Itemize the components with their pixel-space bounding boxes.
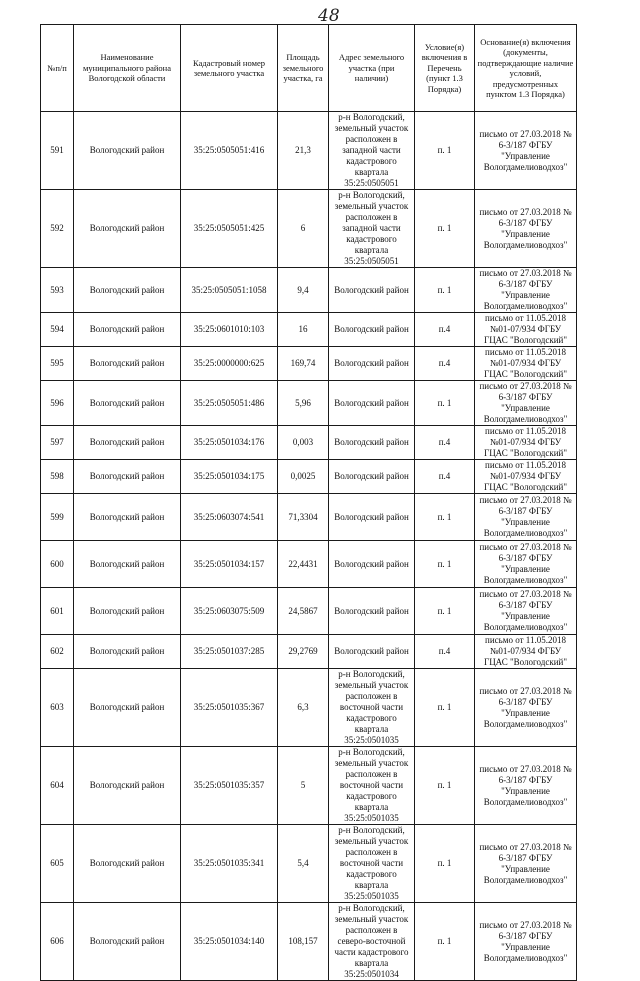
district-name: Вологодский район: [74, 747, 181, 825]
area-value: 6,3: [278, 669, 329, 747]
inclusion-basis: письмо от 27.03.2018 № 6-3/187 ФГБУ "Управление Вологдамелиоводхоз": [475, 903, 577, 981]
plot-address: Вологодский район: [329, 313, 415, 347]
inclusion-basis: письмо от 11.05.2018 №01-07/934 ФГБУ ГЦАС "Вологодский": [475, 460, 577, 494]
table-row: [41, 190, 577, 268]
area-value: 22,4431: [278, 541, 329, 588]
inclusion-condition: п.4: [415, 347, 475, 381]
plot-address: Вологодский район: [329, 347, 415, 381]
area-value: 29,2769: [278, 635, 329, 669]
cadastral-number: 35:25:0505051:486: [181, 381, 278, 426]
plot-address: Вологодский район: [329, 426, 415, 460]
row-number: 602: [41, 635, 74, 669]
row-number: 593: [41, 268, 74, 313]
table-row: [41, 825, 577, 903]
row-number: 599: [41, 494, 74, 541]
district-name: Вологодский район: [74, 190, 181, 268]
inclusion-condition: п. 1: [415, 190, 475, 268]
cadastral-number: 35:25:0501035:341: [181, 825, 278, 903]
area-value: 5,4: [278, 825, 329, 903]
cadastral-number: 35:25:0501034:157: [181, 541, 278, 588]
district-name: Вологодский район: [74, 903, 181, 981]
plot-address: р-н Вологодский, земельный участок расположен в северо-восточной части кадастрового квартала 35:25:0501034: [329, 903, 415, 981]
inclusion-basis: письмо от 11.05.2018 №01-07/934 ФГБУ ГЦАС "Вологодский": [475, 635, 577, 669]
header-cell: Условие(я) включения в Перечень (пункт 1.3 Порядка): [415, 25, 475, 112]
inclusion-basis: письмо от 27.03.2018 № 6-3/187 ФГБУ "Управление Вологдамелиоводхоз": [475, 747, 577, 825]
cadastral-number: 35:25:0501034:175: [181, 460, 278, 494]
inclusion-basis: письмо от 27.03.2018 № 6-3/187 ФГБУ "Управление Вологдамелиоводхоз": [475, 268, 577, 313]
header-cell: Основание(я) включения (документы, подтверждающие наличие условий, предусмотренных пунктом 1.3 Порядка): [475, 25, 577, 112]
inclusion-condition: п.4: [415, 313, 475, 347]
header-cell: Наименование муниципального района Вологодской области: [74, 25, 181, 112]
inclusion-condition: п. 1: [415, 747, 475, 825]
plot-address: р-н Вологодский, земельный участок расположен в восточной части кадастрового квартала 35:25:0501035: [329, 825, 415, 903]
plot-address: р-н Вологодский, земельный участок расположен в западной части кадастрового квартала 35:25:0505051: [329, 190, 415, 268]
area-value: 71,3304: [278, 494, 329, 541]
area-value: 16: [278, 313, 329, 347]
table-row: [41, 426, 577, 460]
row-number: 592: [41, 190, 74, 268]
row-number: 594: [41, 313, 74, 347]
inclusion-condition: п.4: [415, 460, 475, 494]
row-number: 598: [41, 460, 74, 494]
inclusion-condition: п. 1: [415, 494, 475, 541]
row-number: 596: [41, 381, 74, 426]
header-row: [41, 25, 577, 112]
row-number: 591: [41, 112, 74, 190]
plot-address: р-н Вологодский, земельный участок расположен в восточной части кадастрового квартала 35:25:0501035: [329, 669, 415, 747]
area-value: 21,3: [278, 112, 329, 190]
cadastral-number: 35:25:0603074:541: [181, 494, 278, 541]
inclusion-condition: п. 1: [415, 825, 475, 903]
table-row: [41, 669, 577, 747]
area-value: 6: [278, 190, 329, 268]
plot-address: р-н Вологодский, земельный участок расположен в восточной части кадастрового квартала 35:25:0501035: [329, 747, 415, 825]
cadastral-number: 35:25:0000000:625: [181, 347, 278, 381]
inclusion-basis: письмо от 27.03.2018 № 6-3/187 ФГБУ "Управление Вологдамелиоводхоз": [475, 669, 577, 747]
cadastral-number: 35:25:0501035:357: [181, 747, 278, 825]
inclusion-basis: письмо от 11.05.2018 №01-07/934 ФГБУ ГЦАС "Вологодский": [475, 426, 577, 460]
inclusion-condition: п.4: [415, 426, 475, 460]
district-name: Вологодский район: [74, 426, 181, 460]
inclusion-condition: п. 1: [415, 112, 475, 190]
inclusion-basis: письмо от 11.05.2018 №01-07/934 ФГБУ ГЦАС "Вологодский": [475, 313, 577, 347]
district-name: Вологодский район: [74, 825, 181, 903]
district-name: Вологодский район: [74, 669, 181, 747]
inclusion-condition: п. 1: [415, 381, 475, 426]
district-name: Вологодский район: [74, 460, 181, 494]
inclusion-condition: п. 1: [415, 588, 475, 635]
table-row: [41, 347, 577, 381]
cadastral-number: 35:25:0505051:1058: [181, 268, 278, 313]
table-row: [41, 588, 577, 635]
district-name: Вологодский район: [74, 588, 181, 635]
district-name: Вологодский район: [74, 268, 181, 313]
area-value: 24,5867: [278, 588, 329, 635]
area-value: 108,157: [278, 903, 329, 981]
plot-address: Вологодский район: [329, 268, 415, 313]
row-number: 595: [41, 347, 74, 381]
area-value: 5: [278, 747, 329, 825]
table-row: [41, 268, 577, 313]
row-number: 604: [41, 747, 74, 825]
row-number: 605: [41, 825, 74, 903]
table-row: [41, 313, 577, 347]
district-name: Вологодский район: [74, 381, 181, 426]
row-number: 601: [41, 588, 74, 635]
inclusion-condition: п. 1: [415, 669, 475, 747]
inclusion-basis: письмо от 27.03.2018 № 6-3/187 ФГБУ "Управление Вологдамелиоводхоз": [475, 494, 577, 541]
inclusion-condition: п. 1: [415, 541, 475, 588]
district-name: Вологодский район: [74, 313, 181, 347]
inclusion-basis: письмо от 27.03.2018 № 6-3/187 ФГБУ "Управление Вологдамелиоводхоз": [475, 190, 577, 268]
row-number: 597: [41, 426, 74, 460]
inclusion-basis: письмо от 27.03.2018 № 6-3/187 ФГБУ "Управление Вологдамелиоводхоз": [475, 825, 577, 903]
plot-address: Вологодский район: [329, 460, 415, 494]
district-name: Вологодский район: [74, 112, 181, 190]
plot-address: Вологодский район: [329, 588, 415, 635]
row-number: 603: [41, 669, 74, 747]
plot-address: Вологодский район: [329, 494, 415, 541]
district-name: Вологодский район: [74, 635, 181, 669]
inclusion-basis: письмо от 27.03.2018 № 6-3/187 ФГБУ "Управление Вологдамелиоводхоз": [475, 112, 577, 190]
inclusion-condition: п.4: [415, 635, 475, 669]
land-plots-table: [40, 24, 577, 981]
row-number: 600: [41, 541, 74, 588]
inclusion-condition: п. 1: [415, 268, 475, 313]
inclusion-basis: письмо от 27.03.2018 № 6-3/187 ФГБУ "Управление Вологдамелиоводхоз": [475, 381, 577, 426]
table-row: [41, 494, 577, 541]
inclusion-condition: п. 1: [415, 903, 475, 981]
table-body: [41, 112, 577, 981]
cadastral-number: 35:25:0501034:140: [181, 903, 278, 981]
area-value: 0,0025: [278, 460, 329, 494]
header-cell: Площадь земельного участка, га: [278, 25, 329, 112]
inclusion-basis: письмо от 11.05.2018 №01-07/934 ФГБУ ГЦАС "Вологодский": [475, 347, 577, 381]
cadastral-number: 35:25:0603075:509: [181, 588, 278, 635]
header-cell: Адрес земельного участка (при наличии): [329, 25, 415, 112]
plot-address: Вологодский район: [329, 541, 415, 588]
header-cell: Кадастровый номер земельного участка: [181, 25, 278, 112]
cadastral-number: 35:25:0501037:285: [181, 635, 278, 669]
table-row: [41, 460, 577, 494]
plot-address: Вологодский район: [329, 381, 415, 426]
header-cell: №п/п: [41, 25, 74, 112]
table-row: [41, 903, 577, 981]
cadastral-number: 35:25:0505051:425: [181, 190, 278, 268]
district-name: Вологодский район: [74, 494, 181, 541]
table-row: [41, 747, 577, 825]
cadastral-number: 35:25:0501035:367: [181, 669, 278, 747]
inclusion-basis: письмо от 27.03.2018 № 6-3/187 ФГБУ "Управление Вологдамелиоводхоз": [475, 588, 577, 635]
row-number: 606: [41, 903, 74, 981]
cadastral-number: 35:25:0501034:176: [181, 426, 278, 460]
table-row: [41, 541, 577, 588]
inclusion-basis: письмо от 27.03.2018 № 6-3/187 ФГБУ "Управление Вологдамелиоводхоз": [475, 541, 577, 588]
cadastral-number: 35:25:0601010:103: [181, 313, 278, 347]
table-row: [41, 381, 577, 426]
plot-address: Вологодский район: [329, 635, 415, 669]
district-name: Вологодский район: [74, 541, 181, 588]
cadastral-number: 35:25:0505051:416: [181, 112, 278, 190]
area-value: 9,4: [278, 268, 329, 313]
area-value: 5,96: [278, 381, 329, 426]
page-number: 48: [318, 6, 340, 26]
table-row: [41, 112, 577, 190]
district-name: Вологодский район: [74, 347, 181, 381]
table-row: [41, 635, 577, 669]
area-value: 0,003: [278, 426, 329, 460]
area-value: 169,74: [278, 347, 329, 381]
plot-address: р-н Вологодский, земельный участок расположен в западной части кадастрового квартала 35:25:0505051: [329, 112, 415, 190]
